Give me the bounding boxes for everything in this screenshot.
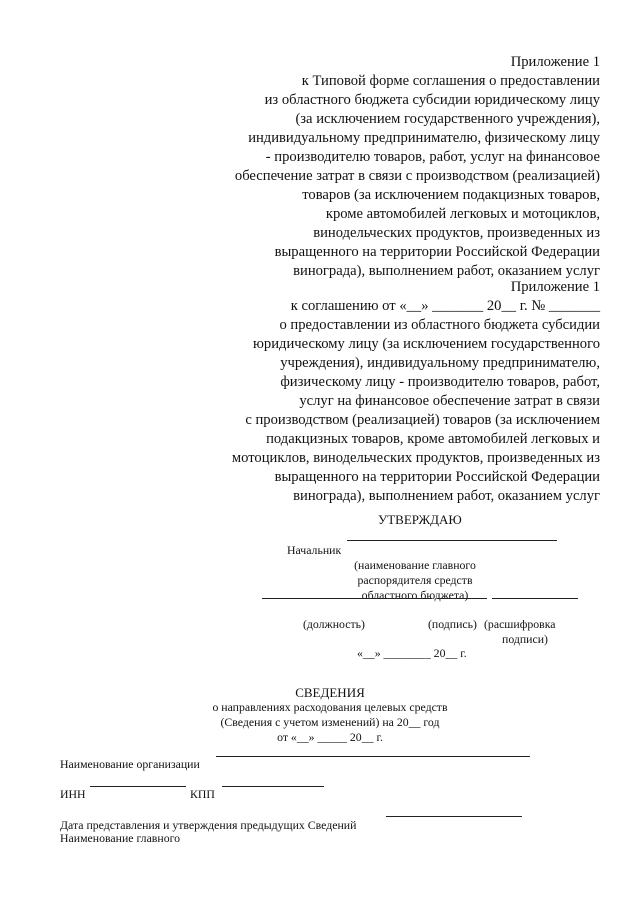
appendix-line: о предоставлении из областного бюджета субсидии xyxy=(279,317,600,333)
kpp-label: КПП xyxy=(190,787,215,801)
appendix-line: услуг на финансовое обеспечение затрат в связи xyxy=(299,393,600,409)
appendix-line: - производителю товаров, работ, услуг на финансовое xyxy=(265,149,600,165)
approval-date: «__» ________ 20__ г. xyxy=(357,646,467,660)
prev-date-label: Дата представления и утверждения предыдущих Сведений xyxy=(60,818,357,832)
chief-hint-line: распорядителя средств xyxy=(357,573,473,587)
signature-caption: (подпись) xyxy=(428,617,477,631)
org-name-label: Наименование организации xyxy=(60,757,200,771)
appendix-title: Приложение 1 xyxy=(510,54,600,70)
appendix-line: из областного бюджета субсидии юридическому лицу xyxy=(264,92,600,108)
appendix-line: физическому лицу - производителю товаров, работ, xyxy=(280,374,600,390)
appendix-line: выращенного на территории Российской Федерации xyxy=(274,244,600,260)
appendix-line: обеспечение затрат в связи с производством (реализацией) xyxy=(234,168,600,184)
appendix-line: подакцизных товаров, кроме автомобилей легковых и xyxy=(266,431,600,447)
chief-label: Начальник xyxy=(287,543,342,557)
appendix-title: Приложение 1 xyxy=(510,279,600,295)
appendix-header-typical-form xyxy=(235,53,600,281)
chief-hint xyxy=(340,558,490,603)
appendix-line: винограда), выполнением работ, оказанием услуг xyxy=(293,263,600,279)
appendix-line: выращенного на территории Российской Федерации xyxy=(274,469,600,485)
appendix-line: индивидуальному предпринимателю, физическому лицу xyxy=(248,130,600,146)
appendix-line: с производством (реализацией) товаров (за исключением xyxy=(245,412,600,428)
position-line[interactable] xyxy=(262,598,432,599)
document-title: СВЕДЕНИЯ xyxy=(295,685,365,700)
chief-hint-line: областного бюджета) xyxy=(361,588,469,602)
org-name-field[interactable] xyxy=(216,756,530,757)
appendix-header-agreement xyxy=(232,278,600,506)
decoding-caption-2: подписи) xyxy=(502,632,548,646)
appendix-line: (за исключением государственного учреждения), xyxy=(295,111,600,127)
title-line-2: (Сведения с учетом изменений) на 20__ год xyxy=(220,715,440,729)
appendix-line: товаров (за исключением подакцизных товаров, xyxy=(302,187,600,203)
appendix-line: к соглашению от «__» _______ 20__ г. № _______ xyxy=(290,298,600,314)
signature-line[interactable] xyxy=(437,598,487,599)
chief-hint-line: (наименование главного xyxy=(354,558,476,572)
position-caption: (должность) xyxy=(303,617,365,631)
decoding-line[interactable] xyxy=(492,598,578,599)
appendix-line: учреждения), индивидуальному предпринимателю, xyxy=(280,355,600,371)
appendix-line: кроме автомобилей легковых и мотоциклов, xyxy=(325,206,600,222)
chief-name-line[interactable] xyxy=(347,540,557,541)
decoding-caption: (расшифровка xyxy=(484,617,556,631)
appendix-line: к Типовой форме соглашения о предоставлении xyxy=(301,73,600,89)
appendix-line: винодельческих продуктов, произведенных из xyxy=(313,225,600,241)
appendix-line: мотоциклов, винодельческих продуктов, произведенных из xyxy=(231,450,600,466)
kpp-field[interactable] xyxy=(222,786,324,787)
title-line-3: от «__» _____ 20__ г. xyxy=(277,730,383,744)
appendix-line: винограда), выполнением работ, оказанием услуг xyxy=(293,488,600,504)
main-name-label: Наименование главного xyxy=(60,831,181,845)
appendix-line: юридическому лицу (за исключением государственного xyxy=(253,336,600,352)
inn-label: ИНН xyxy=(60,787,86,801)
inn-field[interactable] xyxy=(90,786,186,787)
title-line-1: о направлениях расходования целевых средств xyxy=(212,700,448,714)
prev-date-field[interactable] xyxy=(386,816,522,817)
approval-heading: УТВЕРЖДАЮ xyxy=(378,512,462,527)
